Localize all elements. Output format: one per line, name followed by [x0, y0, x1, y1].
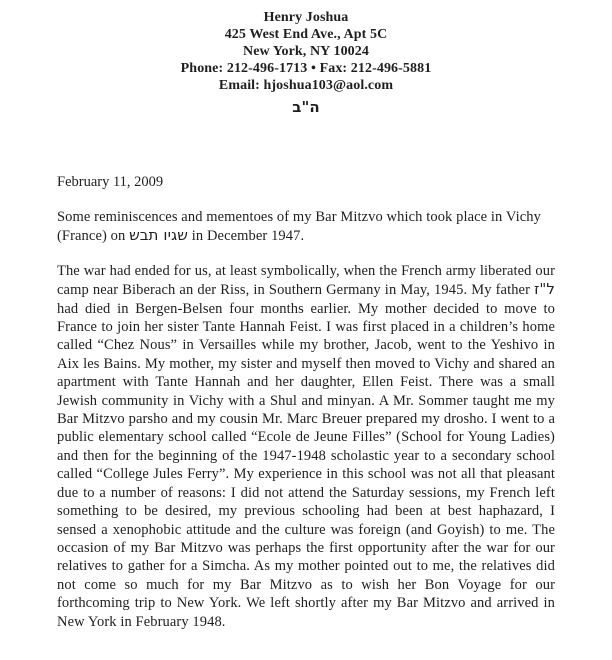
intro-hebrew-shabbat-vayigash: שבת ויגש	[129, 226, 189, 245]
body-hebrew-zal: ז"ל	[534, 280, 555, 299]
letter-content	[57, 173, 555, 631]
letterhead-name: Henry Joshua	[263, 10, 349, 25]
body-text-before-hebrew: The war had ended for us, at least symbolically, when the French army liberated our camp near Biberach an der Riss, in Southern Germany in May, 1945. My father	[57, 262, 555, 299]
letterhead-phone-fax: Phone: 212-496-1713 • Fax: 212-496-5881	[180, 61, 432, 76]
intro-text-before-hebrew: Some reminiscences and mementoes of my Bar Mitzvo which took place in Vichy (France) on	[57, 209, 541, 245]
letterhead-city: New York, NY 10024	[243, 44, 369, 59]
letterhead-email: Email: hjoshua103@aol.com	[218, 78, 394, 93]
intro-text-after-hebrew: in December 1947.	[188, 228, 305, 245]
letter-date: February 11, 2009	[57, 174, 164, 190]
letterhead-address: 425 West End Ave., Apt 5C	[224, 27, 388, 42]
letterhead	[0, 0, 612, 116]
body-text-after-hebrew: had died in Bergen-Belsen four months earlier. My mother decided to move to France to join her sister Tante Hannah Feist. I was first placed in a children’s home called “Chez Nous” in Versailles while my brother, Jacob, went to the Yeshivo in Aix les Bains. My mother, my sister and myself then moved to Vichy and shared an apartment with Tante Hannah and her daughter, Ellen Feist. There was a small Jewish community in Vichy with a Shul and minyan. A Mr. Sommer taught me my Bar Mitzvo parsho and my cousin Mr. Marc Breuer prepared my drosho. I went to a public elementary school called “Ecole de Jeune Filles” (School for Young Ladies) and then for the beginning of the 1947-1948 scholastic year to a secondary school called “College Jules Ferry”. My experience in this school was not all that pleasant due to a number of reasons: I did not attend the Saturday sessions, my French left something to be desired, my previous schooling had been at best haphazard, I sensed a xenophobic attitude and the culture was foreign (and Goyish) to me. The occasion of my Bar Mitzvo was perhaps the first opportunity after the war for our relatives to gather for a Simcha. As my mother pointed out to me, the relatives did not come so much for my Bar Mitzvo as to wish her Bon Voyage for our forthcoming trip to New York. We left shortly after my Bar Mitzvo and arrived in New York in February 1948.	[57, 300, 555, 630]
intro-paragraph	[57, 208, 555, 246]
letterhead-hebrew-bh: ב"ה	[292, 98, 320, 116]
body-paragraph	[57, 262, 555, 631]
